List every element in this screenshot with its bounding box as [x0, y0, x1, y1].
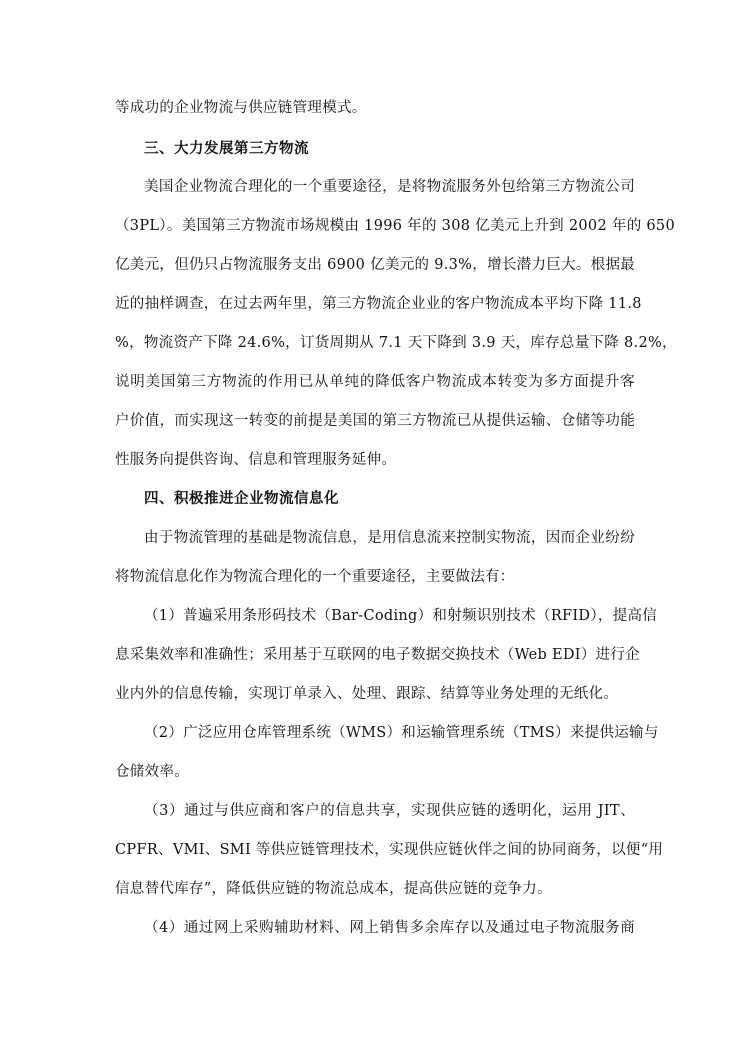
- section-4-heading: 四、积极推进企业物流信息化: [144, 490, 339, 507]
- section-4-paragraph-line: 将物流信息化作为物流合理化的一个重要途径，主要做法有：: [115, 569, 515, 585]
- list-item-2-line: （2）广泛应用仓库管理系统（WMS）和运输管理系统（TMS）来提供运输与: [144, 725, 659, 741]
- list-item-1-line: （1）普遍采用条形码技术（Bar-Coding）和射频识别技术（RFID），提高信: [144, 608, 658, 624]
- section-3-paragraph-line: 美国企业物流合理化的一个重要途径，是将物流服务外包给第三方物流公司: [144, 179, 635, 195]
- intro-line: 等成功的企业物流与供应链管理模式。: [115, 100, 367, 116]
- list-item-2-line: 仓储效率。: [115, 764, 189, 780]
- list-item-3-line: CPFR、VMI、SMI 等供应链管理技术，实现供应链伙伴之间的协同商务，以便“用: [115, 842, 664, 858]
- section-3-paragraph-line: （3PL）。美国第三方物流市场规模由 1996 年的 308 亿美元上升到 2002 年的 650: [115, 218, 675, 234]
- list-item-1-line: 业内外的信息传输，实现订单录入、处理、跟踪、结算等业务处理的无纸化。: [115, 686, 619, 702]
- list-item-3-line: （3）通过与供应商和客户的信息共享，实现供应链的透明化，运用 JIT、: [144, 803, 635, 819]
- section-3-heading: 三、大力发展第三方物流: [144, 140, 309, 157]
- section-3-paragraph-line: 亿美元，但仍只占物流服务支出 6900 亿美元的 9.3%，增长潜力巨大。根据最: [115, 257, 636, 273]
- section-4-paragraph-line: 由于物流管理的基础是物流信息，是用信息流来控制实物流，因而企业纷纷: [144, 530, 635, 546]
- list-item-4-line: （4）通过网上采购辅助材料、网上销售多余库存以及通过电子物流服务商: [144, 920, 635, 936]
- section-3-paragraph-line: 户价值，而实现这一转变的前提是美国的第三方物流已从提供运输、仓储等功能: [115, 413, 635, 429]
- section-3-paragraph-line: 说明美国第三方物流的作用已从单纯的降低客户物流成本转变为多方面提升客: [115, 374, 635, 390]
- list-item-1-line: 息采集效率和准确性；采用基于互联网的电子数据交换技术（Web EDI）进行企: [115, 647, 641, 663]
- section-3-paragraph-line: 近的抽样调查，在过去两年里，第三方物流企业业的客户物流成本平均下降 11.8: [115, 296, 642, 312]
- section-3-paragraph-line: 性服务向提供咨询、信息和管理服务延伸。: [115, 452, 397, 468]
- section-3-paragraph-line: %，物流资产下降 24.6%，订货周期从 7.1 天下降到 3.9 天，库存总量下降 8.2%，: [115, 335, 677, 351]
- list-item-3-line: 信息替代库存”，降低供应链的物流总成本，提高供应链的竞争力。: [115, 881, 552, 897]
